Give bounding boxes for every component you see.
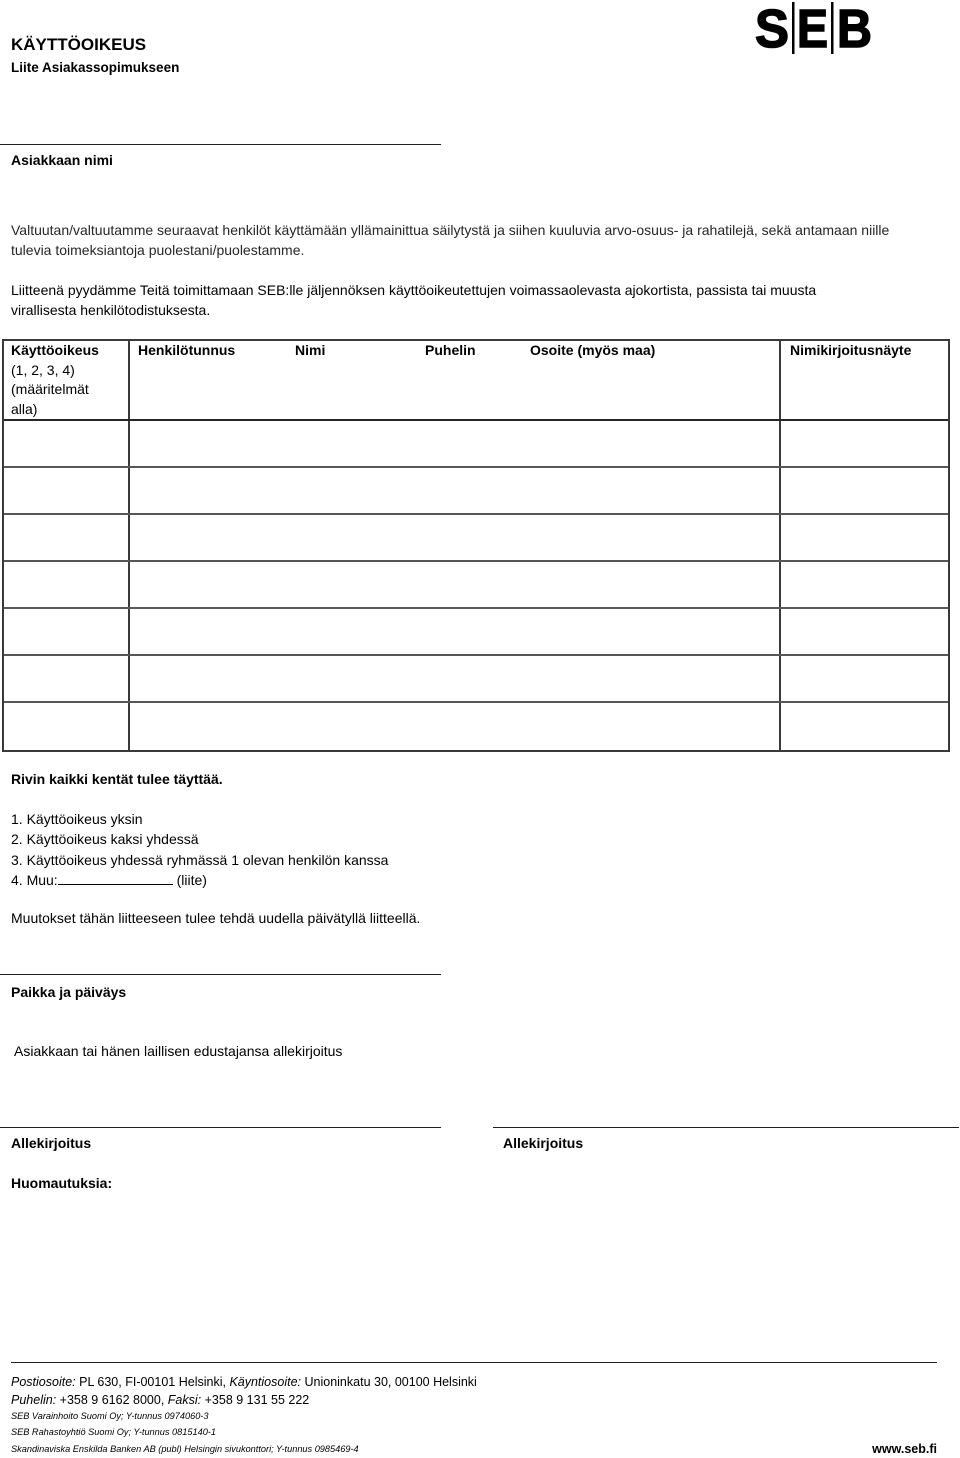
access-right-cell[interactable] — [4, 703, 130, 750]
remarks-label: Huomautuksia: — [11, 1175, 113, 1191]
header-signature-sample: Nimikirjoitusnäyte — [790, 342, 912, 358]
document-subtitle: Liite Asiakassopimukseen — [11, 60, 180, 75]
fax-label: Faksi: — [167, 1393, 202, 1407]
company-registration-line: SEB Varainhoito Suomi Oy; Y-tunnus 0974060-3 — [11, 1411, 209, 1421]
person-details-cell[interactable] — [130, 703, 781, 750]
document-title: KÄYTTÖOIKEUS — [11, 35, 147, 54]
customer-name-field[interactable] — [0, 104, 441, 145]
access-right-cell[interactable] — [4, 515, 130, 560]
access-right-cell[interactable] — [4, 656, 130, 701]
required-fields-note: Rivin kaikki kentät tulee täyttää. — [11, 771, 223, 787]
logo-divider — [831, 2, 834, 54]
person-details-cell[interactable] — [130, 421, 781, 466]
header-cell-person-details — [130, 341, 781, 419]
postal-address-value: PL 630, FI-00101 Helsinki, — [79, 1375, 226, 1389]
header-cell-access-right — [4, 341, 130, 419]
person-details-cell[interactable] — [130, 515, 781, 560]
person-details-cell[interactable] — [130, 656, 781, 701]
signature-sample-cell[interactable] — [781, 468, 948, 513]
signature-sample-cell[interactable] — [781, 656, 948, 701]
company-registration-line: SEB Rahastoyhtiö Suomi Oy; Y-tunnus 0815140-1 — [11, 1427, 216, 1437]
access-level-item: 3. Käyttöoikeus yhdessä ryhmässä 1 olevan henkilön kanssa — [11, 851, 389, 868]
attachment-request-line: virallisesta henkilötodistuksesta. — [11, 302, 211, 318]
visiting-address-label: Käyntiosoite: — [229, 1375, 302, 1389]
header-name: Nimi — [295, 342, 326, 358]
footer-address-line — [11, 1373, 477, 1391]
access-level-list — [11, 809, 388, 891]
access-level-item: 2. Käyttöoikeus kaksi yhdessä — [11, 831, 199, 848]
header-cell-signature-sample — [781, 341, 948, 419]
table-row — [4, 515, 948, 562]
footer-divider — [11, 1362, 937, 1363]
logo-divider — [792, 2, 795, 54]
signatory-caption: Asiakkaan tai hänen laillisen edustajansa allekirjoitus — [14, 1043, 343, 1059]
header-personal-id: Henkilötunnus — [138, 342, 236, 358]
authorization-text-line: Valtuutan/valtuutamme seuraavat henkilöt käyttämään yllämainittua säilytystä ja siihen kuuluvia arvo-osuus- ja rahatilejä, sekä antamaan niille — [11, 222, 890, 238]
table-row — [4, 562, 948, 609]
table-row — [4, 703, 948, 750]
other-suffix: (liite) — [176, 872, 207, 889]
phone-value: +358 9 6162 8000, — [59, 1393, 165, 1407]
place-date-field[interactable] — [0, 934, 441, 975]
signature-sample-cell[interactable] — [781, 703, 948, 750]
changes-note: Muutokset tähän liitteeseen tulee tehdä uudella päivätyllä liitteellä. — [11, 910, 421, 926]
table-row — [4, 468, 948, 515]
seb-logo — [754, 1, 874, 57]
person-details-cell[interactable] — [130, 609, 781, 654]
signature-sample-cell[interactable] — [781, 421, 948, 466]
header-phone: Puhelin — [425, 342, 476, 358]
access-level-item: 1. Käyttöoikeus yksin — [11, 811, 143, 827]
header-access-right-note: (määritelmät — [11, 381, 89, 398]
attachment-request-line: Liitteenä pyydämme Teitä toimittamaan SEB:lle jäljennöksen käyttöoikeutettujen voimassaolevasta ajokortista, passista tai muusta — [11, 282, 817, 298]
signature-sample-cell[interactable] — [781, 562, 948, 607]
fax-value: +358 9 131 55 222 — [204, 1393, 310, 1407]
website-link[interactable]: www.seb.fi — [872, 1442, 937, 1456]
signature-field-left[interactable] — [0, 1067, 441, 1128]
signature-sample-cell[interactable] — [781, 515, 948, 560]
customer-name-label: Asiakkaan nimi — [11, 152, 113, 168]
signature-sample-cell[interactable] — [781, 609, 948, 654]
company-registration-line: Skandinaviska Enskilda Banken AB (publ) Helsingin sivukonttori; Y-tunnus 0985469-4 — [11, 1444, 359, 1454]
visiting-address-value: Unioninkatu 30, 00100 Helsinki — [304, 1375, 477, 1389]
phone-label: Puhelin: — [11, 1393, 57, 1407]
signature-label-left: Allekirjoitus — [11, 1135, 92, 1151]
table-header-row — [4, 341, 948, 421]
logo-letter-e: E — [797, 1, 828, 57]
footer-contact-line — [11, 1391, 309, 1409]
other-blank-field[interactable] — [58, 872, 173, 885]
header-access-right-title: Käyttöoikeus — [11, 342, 99, 358]
postal-address-label: Postiosoite: — [11, 1375, 76, 1389]
access-right-cell[interactable] — [4, 468, 130, 513]
access-right-cell[interactable] — [4, 562, 130, 607]
header-access-right-note: (1, 2, 3, 4) — [11, 361, 75, 378]
logo-letter-b: B — [837, 1, 872, 57]
signature-field-right[interactable] — [493, 1067, 959, 1128]
table-row — [4, 421, 948, 468]
table-row — [4, 609, 948, 656]
access-level-item-other — [11, 870, 388, 890]
authorized-persons-table — [2, 339, 950, 752]
authorization-text-line: tulevia toimeksiantoja puolestani/puolestamme. — [11, 242, 305, 258]
table-row — [4, 656, 948, 703]
access-right-cell[interactable] — [4, 609, 130, 654]
logo-letter-s: S — [755, 1, 789, 57]
header-address: Osoite (myös maa) — [530, 342, 656, 358]
signature-label-right: Allekirjoitus — [503, 1135, 584, 1151]
person-details-cell[interactable] — [130, 468, 781, 513]
person-details-cell[interactable] — [130, 562, 781, 607]
other-label: 4. Muu: — [11, 872, 58, 889]
access-right-cell[interactable] — [4, 421, 130, 466]
header-access-right-note: alla) — [11, 400, 38, 417]
place-date-label: Paikka ja päiväys — [11, 984, 127, 1000]
